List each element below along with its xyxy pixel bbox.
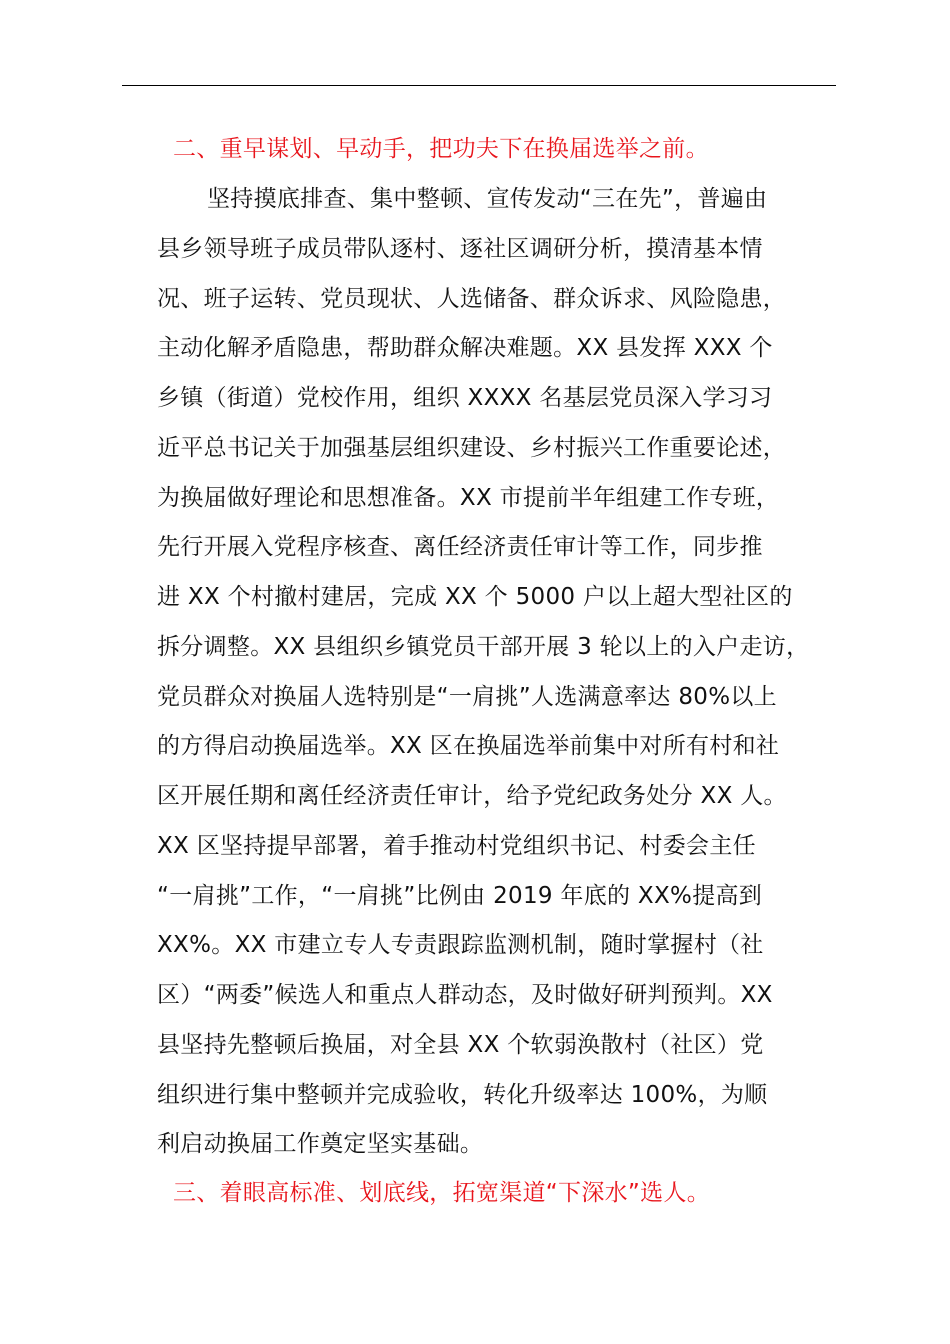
body-line: 县乡领导班子成员带队逐村、逐社区调研分析，摸清基本情 (157, 235, 763, 262)
body-line: XX 区坚持提早部署，着手推动村党组织书记、村委会主任 (157, 832, 756, 859)
body-line: XX%。XX 市建立专人专责跟踪监测机制，随时掌握村（社 (157, 932, 764, 959)
body-line: 区开展任期和离任经济责任审计，给予党纪政务处分 XX 人。 (157, 783, 787, 809)
body-line: 主动化解矛盾隐患，帮助群众解决难题。XX 县发挥 XXX 个 (157, 335, 773, 362)
body-line: “一肩挑”工作，“一肩挑”比例由 2019 年底的 XX%提高到 (157, 882, 763, 909)
body-line: 先行开展入党程序核查、离任经济责任审计等工作，同步推 (157, 534, 763, 561)
body-line: 的方得启动换届选举。XX 区在换届选举前集中对所有村和社 (157, 733, 780, 760)
body-line: 为换届做好理论和思想准备。XX 市提前半年组建工作专班， (157, 484, 780, 511)
section-3-heading: 三、着眼高标准、划底线，拓宽渠道“下深水”选人。 (173, 1180, 711, 1206)
body-line: 利启动换届工作奠定坚实基础。 (157, 1131, 484, 1158)
section-2-body (157, 183, 862, 1178)
body-line: 近平总书记关于加强基层组织建设、乡村振兴工作重要论述， (157, 434, 787, 461)
body-line: 况、班子运转、党员现状、人选储备、群众诉求、风险隐患， (157, 285, 787, 312)
body-line: 拆分调整。XX 县组织乡镇党员干部开展 3 轮以上的入户走访， (157, 633, 810, 660)
header-rule (122, 85, 836, 86)
body-line: 乡镇（街道）党校作用，组织 XXXX 名基层党员深入学习习 (157, 385, 773, 411)
body-line: 党员群众对换届人选特别是“一肩挑”人选满意率达 80%以上 (157, 683, 777, 710)
body-line: 区）“两委”候选人和重点人群动态，及时做好研判预判。XX (157, 982, 773, 1008)
body-line: 县坚持先整顿后换届，对全县 XX 个软弱涣散村（社区）党 (157, 1031, 764, 1058)
body-line: 坚持摸底排查、集中整顿、宣传发动“三在先”，普遍由 (207, 186, 768, 212)
body-line: 进 XX 个村撤村建居，完成 XX 个 5000 户以上超大型社区的 (157, 584, 793, 610)
body-line: 组织进行集中整顿并完成验收，转化升级率达 100%，为顺 (157, 1081, 768, 1108)
section-2-heading: 二、重早谋划、早动手，把功夫下在换届选举之前。 (173, 136, 709, 162)
